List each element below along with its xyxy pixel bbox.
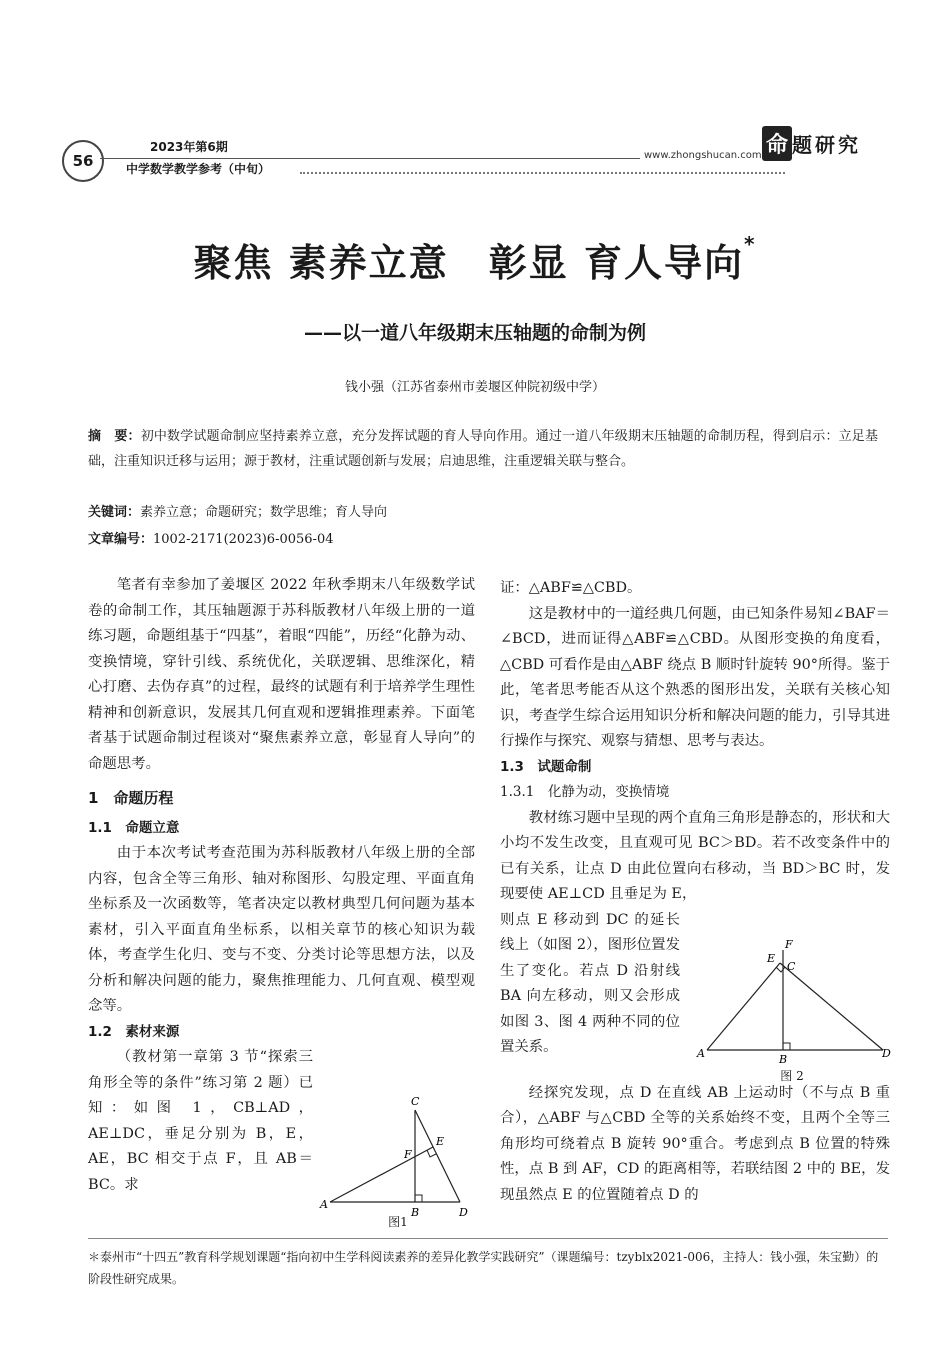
proof-target: 证：△ABF≌△CBD。 — [500, 580, 642, 596]
fig1-label-b: B — [411, 1206, 420, 1219]
issue-label: 2023年第6期 — [150, 140, 228, 154]
intro-paragraph: 笔者有幸参加了姜堰区 2022 年秋季期末八年级数学试卷的命制工作，其压轴题源于苏科版教材八年级上册的一道练习题，命题组基于“四基”，着眼“四能”，历经“化静为动、变换情境，穿针引线、系统优化，关联逻辑、思维深化，精心打磨、去伪存真”的过程，最终的试题有利于培养学生理性精神和创新意识，发展其几何直观和逻辑推理素养。下面笔者基于试题命制过程谈对“聚焦素养立意，彰显育人导向”的命题思考。 — [88, 577, 475, 772]
footnote-rule — [88, 1238, 888, 1239]
paragraph-figure-2: 则点 E 移动到 DC 的延长线上（如图 2），图形位置发生了变化。若点 D 沿射线 BA 向左移动，则又会形成如图 3、图 4 两种不同的位置关系。 — [500, 911, 680, 1055]
section-heading-1-2: 1.2 素材来源 — [88, 1023, 180, 1040]
paragraph-1-1: 由于本次考试考查范围为苏科版教材八年级上册的全部内容，包含全等三角形、轴对称图形、勾股定理、平面直角坐标系及一次函数等，笔者决定以教材典型几何问题为基本素材，引入平面直角坐标系，以相关章节的核心知识为载体，考查学生化归、变与不变、分类讨论等思想方法，以及分析和解决问题的能力，聚焦推理能力、几何直观、模型观念等。 — [88, 845, 475, 1014]
page-number: 56 — [62, 140, 104, 182]
column-name-initial: 命 — [762, 126, 792, 161]
title-footnote-mark: * — [744, 232, 757, 256]
abstract — [88, 424, 878, 474]
column-name-rest: 题研究 — [792, 133, 862, 157]
abstract-label: 摘 要： — [88, 429, 141, 444]
abstract-text: 初中数学试题命制应坚持素养立意，充分发挥试题的育人导向作用。通过一道八年级期末压轴题的命制历程，得到启示：立足基础，注重知识迁移与运用；源于教材，注重试题创新与发展；启迪思维，注重逻辑关联与整合。 — [88, 429, 878, 469]
article-number — [88, 528, 334, 547]
paragraph-1-2: （教材第一章第 3 节“探索三角形全等的条件”练习第 2 题）已知：如图 1，CB⊥AD，AE⊥DC，垂足分别为 B，E，AE，BC 相交于点 F，且 AB＝BC。求 — [88, 1049, 313, 1193]
figure-2-caption: 图 2 — [780, 1069, 804, 1083]
keywords — [88, 501, 387, 520]
section-heading-1-3-1: 1.3.1 化静为动，变换情境 — [500, 784, 670, 800]
fig1-label-d: D — [459, 1206, 468, 1219]
fig2-right-angle-b — [783, 1043, 790, 1050]
fig2-label-a: A — [697, 1047, 705, 1060]
section-heading-1-3: 1.3 试题命制 — [500, 758, 592, 775]
article-title — [0, 232, 950, 287]
column-name — [762, 126, 861, 161]
fig1-label-f: F — [404, 1148, 412, 1161]
fig1-label-e: E — [436, 1135, 445, 1148]
paragraph-analysis: 这是教材中的一道经典几何题，由已知条件易知∠BAF＝∠BCD，进而证得△ABF≌△CBD。从图形变换的角度看，△CBD 可看作是由△ABF 绕点 B 顺时针旋转 90°所得。鉴于此，笔者思考能否从这个熟悉的图形出发，关联有关核心知识，考查学生综合运用知识分析和解决问题的能力，引导其进行操作与探究、观察与猜想、思考与表达。 — [500, 605, 890, 749]
article-number-text: 1002-2171(2023)6-0056-04 — [153, 532, 334, 547]
article-subtitle: ——以一道八年级期末压轴题的命制为例 — [303, 322, 646, 344]
fig2-label-c: C — [787, 960, 796, 973]
fig1-right-angle-b — [415, 1195, 422, 1202]
section-heading-1-1: 1.1 命题立意 — [88, 819, 180, 836]
header-dotted-rule — [300, 172, 785, 174]
fig1-label-a: A — [320, 1198, 328, 1211]
fig1-label-c: C — [411, 1095, 420, 1108]
journal-url: www.zhongshucan.com — [640, 150, 766, 161]
fig2-label-f: F — [785, 938, 793, 951]
title-text: 聚焦 素养立意 彰显 育人导向 — [193, 241, 744, 285]
fig2-label-b: B — [779, 1053, 788, 1066]
journal-name: 中学数学教学参考（中旬） — [126, 162, 271, 176]
fig2-label-d: D — [882, 1047, 891, 1060]
fig2-segment-ae — [707, 963, 780, 1050]
keywords-text: 素养立意；命题研究；数学思维；育人导向 — [140, 505, 388, 520]
fig2-label-e: E — [767, 952, 776, 965]
fig1-segment-ae — [330, 1147, 433, 1202]
fig2-segment-ed — [780, 963, 883, 1050]
author-line: 钱小强（江苏省泰州市姜堰区仲院初级中学） — [344, 380, 605, 395]
section-heading-1: 1 命题历程 — [88, 789, 174, 807]
article-number-label: 文章编号： — [88, 532, 154, 547]
right-column — [500, 576, 890, 1208]
figure-2 — [695, 936, 895, 1066]
paragraph-exploration: 经探究发现，点 D 在直线 AB 上运动时（不与点 B 重合），△ABF 与△CBD 全等的关系始终不变，且两个全等三角形均可绕着点 B 旋转 90°重合。考虑到点 B 位置的特殊性，点 B 到 AF，CD 的距离相等，若联结图 2 中的 BE，发现虽然点 E 的位置随着点 D 的 — [500, 1084, 890, 1203]
footnote: ＊泰州市“十四五”教育科学规划课题“指向初中生学科阅读素养的差异化教学实践研究”（课题编号：tzyblx2021-006，主持人：钱小强，朱宝勤）的阶段性研究成果。 — [88, 1250, 879, 1286]
figure-1 — [318, 1092, 478, 1222]
fig1-segment-cd — [415, 1110, 460, 1202]
figure-1-caption: 图1 — [388, 1215, 408, 1229]
fig2-right-angle-e — [776, 967, 785, 972]
keywords-label: 关键词： — [88, 505, 141, 520]
paragraph-1-3-1: 教材练习题中呈现的两个直角三角形是静态的，形状和大小均不发生改变，且直观可见 BC＞BD。若不改变条件中的已有关系，让点 D 由此位置向右移动，当 BD＞BC 时，发现要使 AE⊥CD 且垂足为 E， — [500, 809, 890, 902]
